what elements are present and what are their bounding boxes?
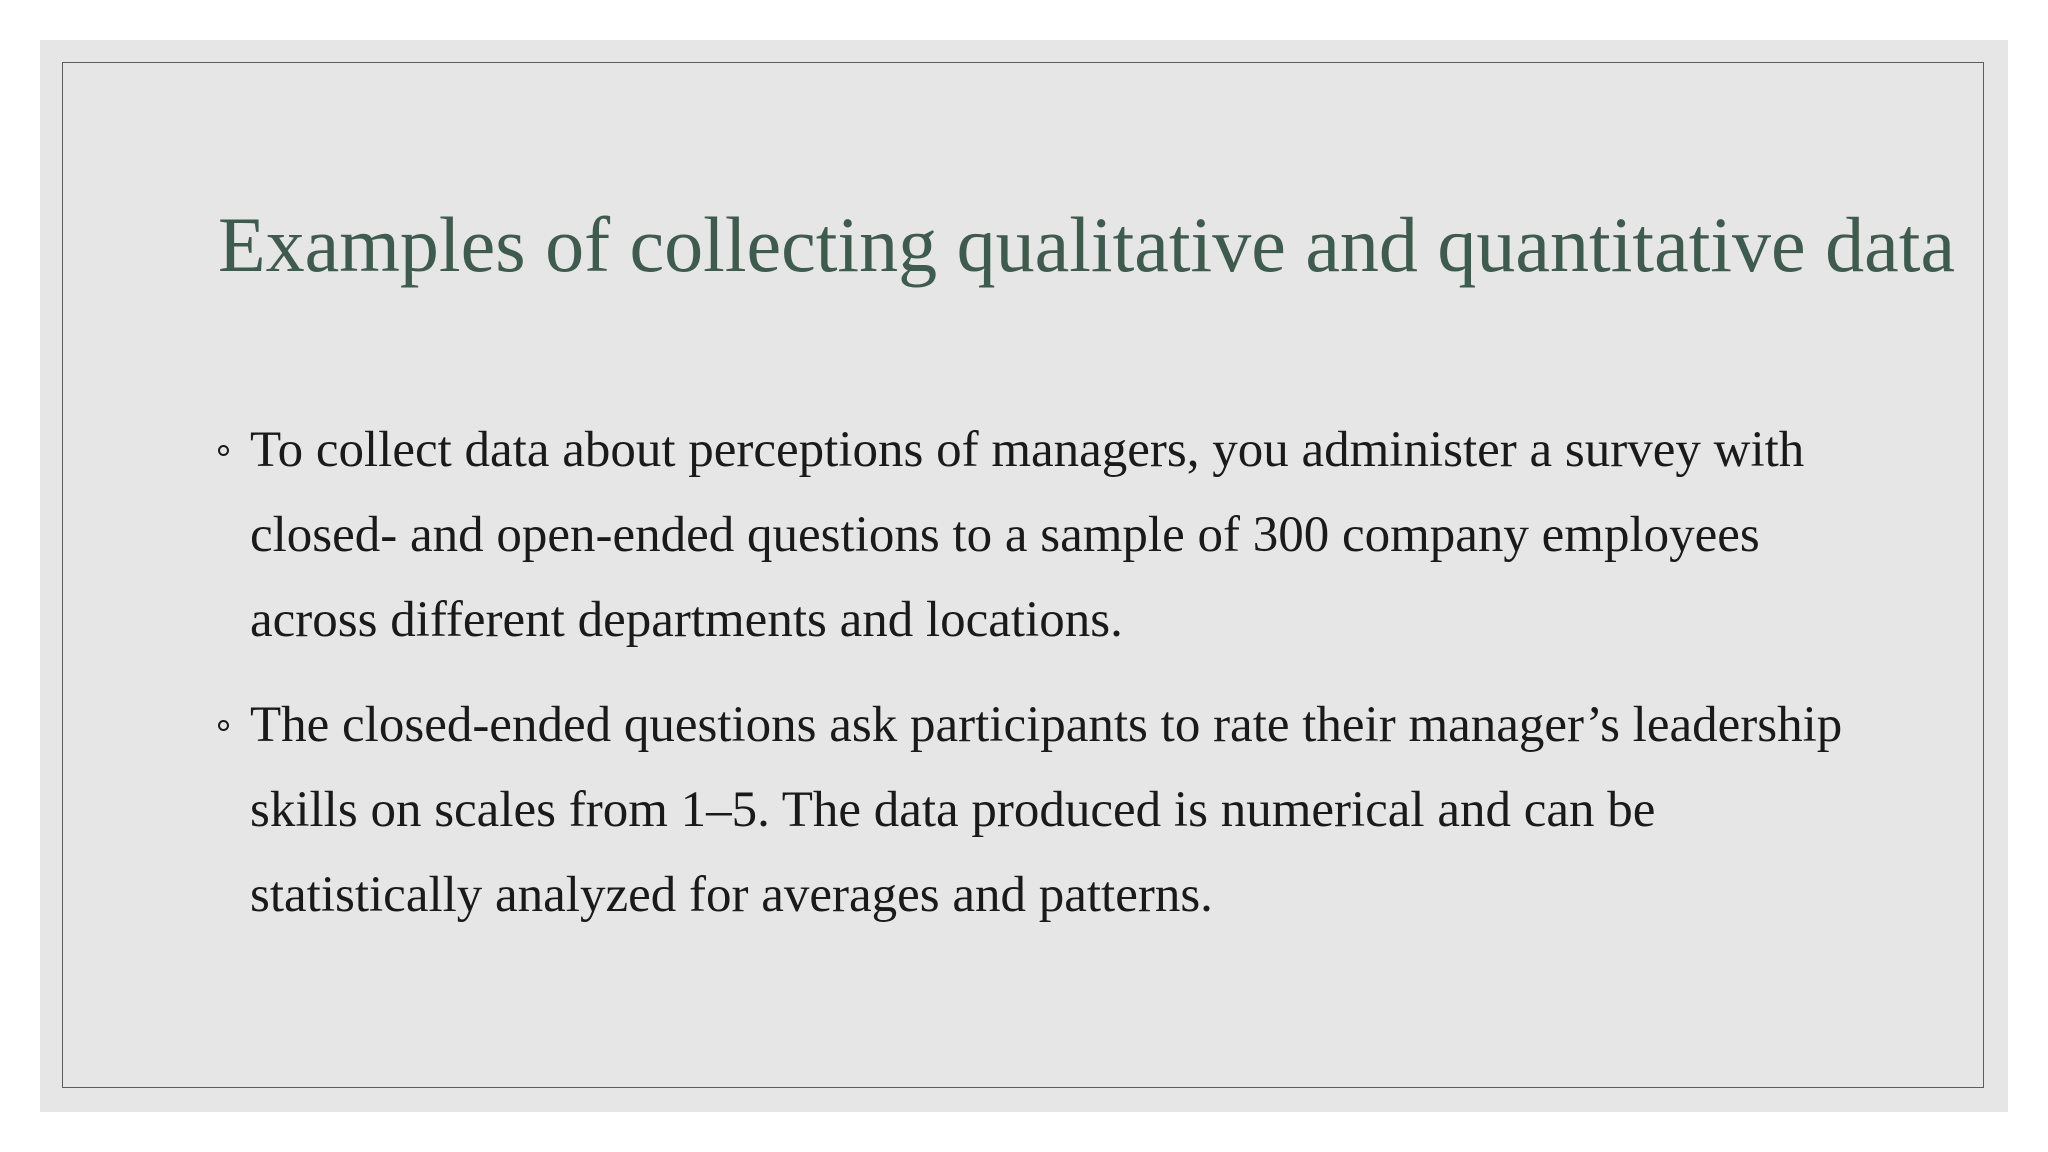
- bullet-text: To collect data about perceptions of managers, you administer a survey with closed- and open-ended questions to a sample of 300 company employees across different departments and locations.: [250, 422, 1805, 648]
- bullet-circle-icon: [218, 445, 229, 456]
- bullet-circle-icon: [218, 720, 229, 731]
- slide-title: Examples of collecting qualitative and quantitative data: [218, 201, 1956, 288]
- slide-frame: [62, 62, 1984, 1088]
- slide: [40, 40, 2008, 1112]
- list-item: [218, 408, 1868, 663]
- bullet-text: The closed-ended questions ask participants to rate their manager’s leadership skills on scales from 1–5. The data produced is numerical and can be statistically analyzed for averages and patterns.: [250, 697, 1843, 923]
- list-item: [218, 683, 1868, 938]
- bullet-list: [218, 408, 1868, 958]
